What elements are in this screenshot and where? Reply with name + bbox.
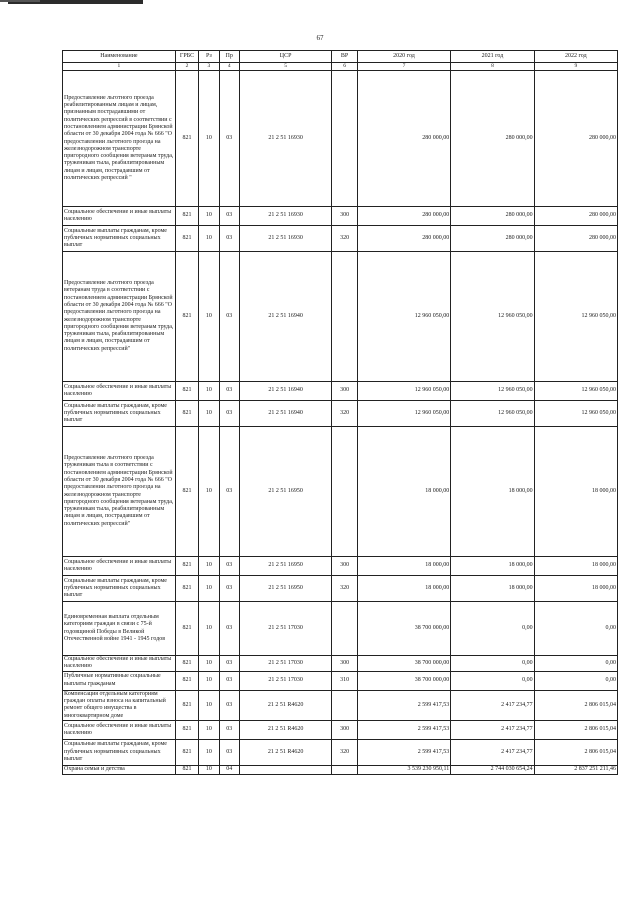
- amount-2021-cell: 0,00: [451, 602, 534, 656]
- column-number: 6: [332, 63, 357, 71]
- row-name-cell: Предоставление льготного проезда труженикам тыла в соответствии с постановлением администрации Брянской области от 30 декабря 2004 года № 666 "О предоставлении льготного проезда на железнодорожном транспорте пригородного сообщения ветеранам труда, труженикам тыла, реабилитированным лицам и лицам, пострадавшим от политических репрессий": [63, 427, 176, 557]
- vr-cell: 300: [332, 720, 357, 739]
- column-number: 9: [534, 63, 617, 71]
- amount-2022-cell: 2 806 015,04: [534, 739, 617, 765]
- row-name-cell: Охрана семьи и детства: [63, 765, 176, 774]
- rz-cell: 10: [199, 690, 219, 720]
- csr-cell: 21 2 51 R4620: [239, 739, 332, 765]
- row-name-cell: Социальное обеспечение и иные выплаты населению: [63, 207, 176, 226]
- amount-2021-cell: 2 417 234,77: [451, 739, 534, 765]
- amount-2022-cell: 2 806 015,04: [534, 720, 617, 739]
- header-cell: ЦСР: [239, 51, 332, 63]
- amount-2022-cell: 2 806 015,04: [534, 690, 617, 720]
- vr-cell: 320: [332, 226, 357, 252]
- amount-2020-cell: 280 000,00: [357, 226, 451, 252]
- vr-cell: 300: [332, 656, 357, 672]
- row-name-cell: Предоставление льготного проезда реабилитированным лицам и лицам, признанным пострадавшими от политических репрессий в соответствии с постановлением администрации Брянской области от 30 декабря 2004 года № 666 "О предоставлении льготного проезда на железнодорожном транспорте пригородного сообщения ветеранам труда, труженикам тыла, реабилитированным лицам и лицам, пострадавшим от политических репрессий ": [63, 71, 176, 207]
- csr-cell: 21 2 51 R4620: [239, 690, 332, 720]
- header-cell: 2022 год: [534, 51, 617, 63]
- vr-cell: 300: [332, 382, 357, 401]
- header-cell: Наименование: [63, 51, 176, 63]
- budget-table: [62, 50, 618, 775]
- table-row: [63, 576, 618, 602]
- pr-cell: 03: [219, 656, 239, 672]
- csr-cell: 21 2 51 16930: [239, 71, 332, 207]
- csr-cell: 21 2 51 17030: [239, 671, 332, 690]
- csr-cell: 21 2 51 16930: [239, 226, 332, 252]
- amount-2020-cell: 280 000,00: [357, 207, 451, 226]
- csr-cell: [239, 765, 332, 774]
- csr-cell: 21 2 51 16940: [239, 252, 332, 382]
- csr-cell: 21 2 51 16930: [239, 207, 332, 226]
- pr-cell: 03: [219, 690, 239, 720]
- pr-cell: 04: [219, 765, 239, 774]
- rz-cell: 10: [199, 427, 219, 557]
- amount-2022-cell: 12 960 050,00: [534, 382, 617, 401]
- amount-2022-cell: 0,00: [534, 656, 617, 672]
- csr-cell: 21 2 51 16950: [239, 427, 332, 557]
- vr-cell: 320: [332, 576, 357, 602]
- row-name-cell: Предоставление льготного проезда ветеранам труда в соответствии с постановлением администрации Брянской области от 30 декабря 2004 года № 666 "О предоставлении льготного проезда на железнодорожном транспорте пригородного сообщения ветеранам труда, труженикам тыла, реабилитированным лицам и лицам, пострадавшим от политических репрессий": [63, 252, 176, 382]
- grbs-cell: 821: [175, 576, 198, 602]
- table-row: [63, 401, 618, 427]
- row-name-cell: Социальные выплаты гражданам, кроме публичных нормативных социальных выплат: [63, 226, 176, 252]
- row-name-cell: Социальные выплаты гражданам, кроме публичных нормативных социальных выплат: [63, 576, 176, 602]
- table-row: [63, 252, 618, 382]
- amount-2022-cell: 0,00: [534, 602, 617, 656]
- amount-2020-cell: 18 000,00: [357, 427, 451, 557]
- column-number: 1: [63, 63, 176, 71]
- amount-2022-cell: 280 000,00: [534, 226, 617, 252]
- amount-2021-cell: 280 000,00: [451, 207, 534, 226]
- row-name-cell: Социальное обеспечение и иные выплаты населению: [63, 720, 176, 739]
- header-cell: 2021 год: [451, 51, 534, 63]
- grbs-cell: 821: [175, 656, 198, 672]
- csr-cell: 21 2 51 16940: [239, 382, 332, 401]
- amount-2020-cell: 280 000,00: [357, 71, 451, 207]
- grbs-cell: 821: [175, 765, 198, 774]
- amount-2020-cell: 2 599 417,53: [357, 720, 451, 739]
- amount-2020-cell: 38 700 000,00: [357, 602, 451, 656]
- column-number: 8: [451, 63, 534, 71]
- csr-cell: 21 2 51 16950: [239, 557, 332, 576]
- table-row: [63, 602, 618, 656]
- table-row: [63, 671, 618, 690]
- vr-cell: [332, 71, 357, 207]
- grbs-cell: 821: [175, 690, 198, 720]
- header-cell: Пр: [219, 51, 239, 63]
- rz-cell: 10: [199, 226, 219, 252]
- rz-cell: 10: [199, 671, 219, 690]
- grbs-cell: 821: [175, 427, 198, 557]
- page-number: 67: [316, 34, 324, 42]
- amount-2022-cell: 18 000,00: [534, 557, 617, 576]
- pr-cell: 03: [219, 720, 239, 739]
- rz-cell: 10: [199, 207, 219, 226]
- amount-2021-cell: 12 960 050,00: [451, 401, 534, 427]
- pr-cell: 03: [219, 207, 239, 226]
- row-name-cell: Публичные нормативные социальные выплаты гражданам: [63, 671, 176, 690]
- amount-2020-cell: 12 960 050,00: [357, 252, 451, 382]
- amount-2022-cell: 280 000,00: [534, 207, 617, 226]
- amount-2020-cell: 18 000,00: [357, 557, 451, 576]
- pr-cell: 03: [219, 671, 239, 690]
- rz-cell: 10: [199, 71, 219, 207]
- column-number: 5: [239, 63, 332, 71]
- amount-2022-cell: 12 960 050,00: [534, 252, 617, 382]
- column-number: 3: [199, 63, 219, 71]
- rz-cell: 10: [199, 252, 219, 382]
- table-row: [63, 557, 618, 576]
- amount-2021-cell: 18 000,00: [451, 576, 534, 602]
- pr-cell: 03: [219, 427, 239, 557]
- header-row: [63, 51, 618, 63]
- header-cell: ГРБС: [175, 51, 198, 63]
- amount-2021-cell: 2 744 030 654,24: [451, 765, 534, 774]
- csr-cell: 21 2 51 R4620: [239, 720, 332, 739]
- rz-cell: 10: [199, 557, 219, 576]
- pr-cell: 03: [219, 226, 239, 252]
- amount-2020-cell: 12 960 050,00: [357, 382, 451, 401]
- vr-cell: 300: [332, 207, 357, 226]
- row-name-cell: Социальные выплаты гражданам, кроме публичных нормативных социальных выплат: [63, 739, 176, 765]
- csr-cell: 21 2 51 16940: [239, 401, 332, 427]
- rz-cell: 10: [199, 382, 219, 401]
- vr-cell: [332, 765, 357, 774]
- grbs-cell: 821: [175, 401, 198, 427]
- pr-cell: 03: [219, 71, 239, 207]
- pr-cell: 03: [219, 252, 239, 382]
- amount-2022-cell: 18 000,00: [534, 576, 617, 602]
- pr-cell: 03: [219, 576, 239, 602]
- amount-2021-cell: 280 000,00: [451, 71, 534, 207]
- grbs-cell: 821: [175, 602, 198, 656]
- vr-cell: 320: [332, 739, 357, 765]
- amount-2020-cell: 38 700 000,00: [357, 671, 451, 690]
- rz-cell: 10: [199, 720, 219, 739]
- rz-cell: 10: [199, 602, 219, 656]
- grbs-cell: 821: [175, 71, 198, 207]
- table-row: [63, 690, 618, 720]
- header-cell: ВР: [332, 51, 357, 63]
- grbs-cell: 821: [175, 671, 198, 690]
- csr-cell: 21 2 51 16950: [239, 576, 332, 602]
- header-cell: Рз: [199, 51, 219, 63]
- table-row: [63, 226, 618, 252]
- row-name-cell: Социальное обеспечение и иные выплаты населению: [63, 656, 176, 672]
- column-number: 4: [219, 63, 239, 71]
- amount-2021-cell: 18 000,00: [451, 557, 534, 576]
- vr-cell: [332, 427, 357, 557]
- rz-cell: 10: [199, 765, 219, 774]
- amount-2022-cell: 12 960 050,00: [534, 401, 617, 427]
- amount-2021-cell: 12 960 050,00: [451, 382, 534, 401]
- vr-cell: 320: [332, 401, 357, 427]
- vr-cell: 300: [332, 557, 357, 576]
- pr-cell: 03: [219, 382, 239, 401]
- amount-2020-cell: 18 000,00: [357, 576, 451, 602]
- table-body: [63, 71, 618, 775]
- grbs-cell: 821: [175, 739, 198, 765]
- rz-cell: 10: [199, 401, 219, 427]
- table-row: [63, 765, 618, 774]
- table-row: [63, 71, 618, 207]
- row-name-cell: Компенсация отдельным категориям граждан оплаты взноса на капитальный ремонт общего имущества в многоквартирном доме: [63, 690, 176, 720]
- amount-2021-cell: 18 000,00: [451, 427, 534, 557]
- amount-2020-cell: 12 960 050,00: [357, 401, 451, 427]
- pr-cell: 03: [219, 739, 239, 765]
- pr-cell: 03: [219, 557, 239, 576]
- row-name-cell: Социальное обеспечение и иные выплаты населению: [63, 557, 176, 576]
- grbs-cell: 821: [175, 226, 198, 252]
- amount-2020-cell: 3 539 230 950,11: [357, 765, 451, 774]
- csr-cell: 21 2 51 17030: [239, 656, 332, 672]
- amount-2021-cell: 12 960 050,00: [451, 252, 534, 382]
- pr-cell: 03: [219, 401, 239, 427]
- pr-cell: 03: [219, 602, 239, 656]
- table-row: [63, 207, 618, 226]
- amount-2022-cell: 280 000,00: [534, 71, 617, 207]
- header-cell: 2020 год: [357, 51, 451, 63]
- column-number: 7: [357, 63, 451, 71]
- grbs-cell: 821: [175, 720, 198, 739]
- amount-2020-cell: 2 599 417,53: [357, 739, 451, 765]
- csr-cell: 21 2 51 17030: [239, 602, 332, 656]
- table-row: [63, 382, 618, 401]
- column-number-row: [63, 63, 618, 71]
- rz-cell: 10: [199, 739, 219, 765]
- amount-2020-cell: 38 700 000,00: [357, 656, 451, 672]
- vr-cell: [332, 252, 357, 382]
- grbs-cell: 821: [175, 207, 198, 226]
- table-row: [63, 656, 618, 672]
- row-name-cell: Единовременная выплата отдельным категориям граждан в связи с 75-й годовщиной Победы в Великой Отечественной войне 1941 - 1945 годов: [63, 602, 176, 656]
- rz-cell: 10: [199, 576, 219, 602]
- column-number: 2: [175, 63, 198, 71]
- amount-2021-cell: 0,00: [451, 656, 534, 672]
- amount-2020-cell: 2 599 417,53: [357, 690, 451, 720]
- amount-2021-cell: 2 417 234,77: [451, 720, 534, 739]
- table-row: [63, 739, 618, 765]
- amount-2021-cell: 0,00: [451, 671, 534, 690]
- rz-cell: 10: [199, 656, 219, 672]
- amount-2022-cell: 2 837 251 211,46: [534, 765, 617, 774]
- amount-2022-cell: 18 000,00: [534, 427, 617, 557]
- vr-cell: [332, 602, 357, 656]
- grbs-cell: 821: [175, 252, 198, 382]
- row-name-cell: Социальные выплаты гражданам, кроме публичных нормативных социальных выплат: [63, 401, 176, 427]
- scan-artifact-bar-small: [0, 0, 40, 2]
- vr-cell: [332, 690, 357, 720]
- table-row: [63, 720, 618, 739]
- table-row: [63, 427, 618, 557]
- vr-cell: 310: [332, 671, 357, 690]
- grbs-cell: 821: [175, 382, 198, 401]
- amount-2022-cell: 0,00: [534, 671, 617, 690]
- amount-2021-cell: 2 417 234,77: [451, 690, 534, 720]
- amount-2021-cell: 280 000,00: [451, 226, 534, 252]
- row-name-cell: Социальное обеспечение и иные выплаты населению: [63, 382, 176, 401]
- grbs-cell: 821: [175, 557, 198, 576]
